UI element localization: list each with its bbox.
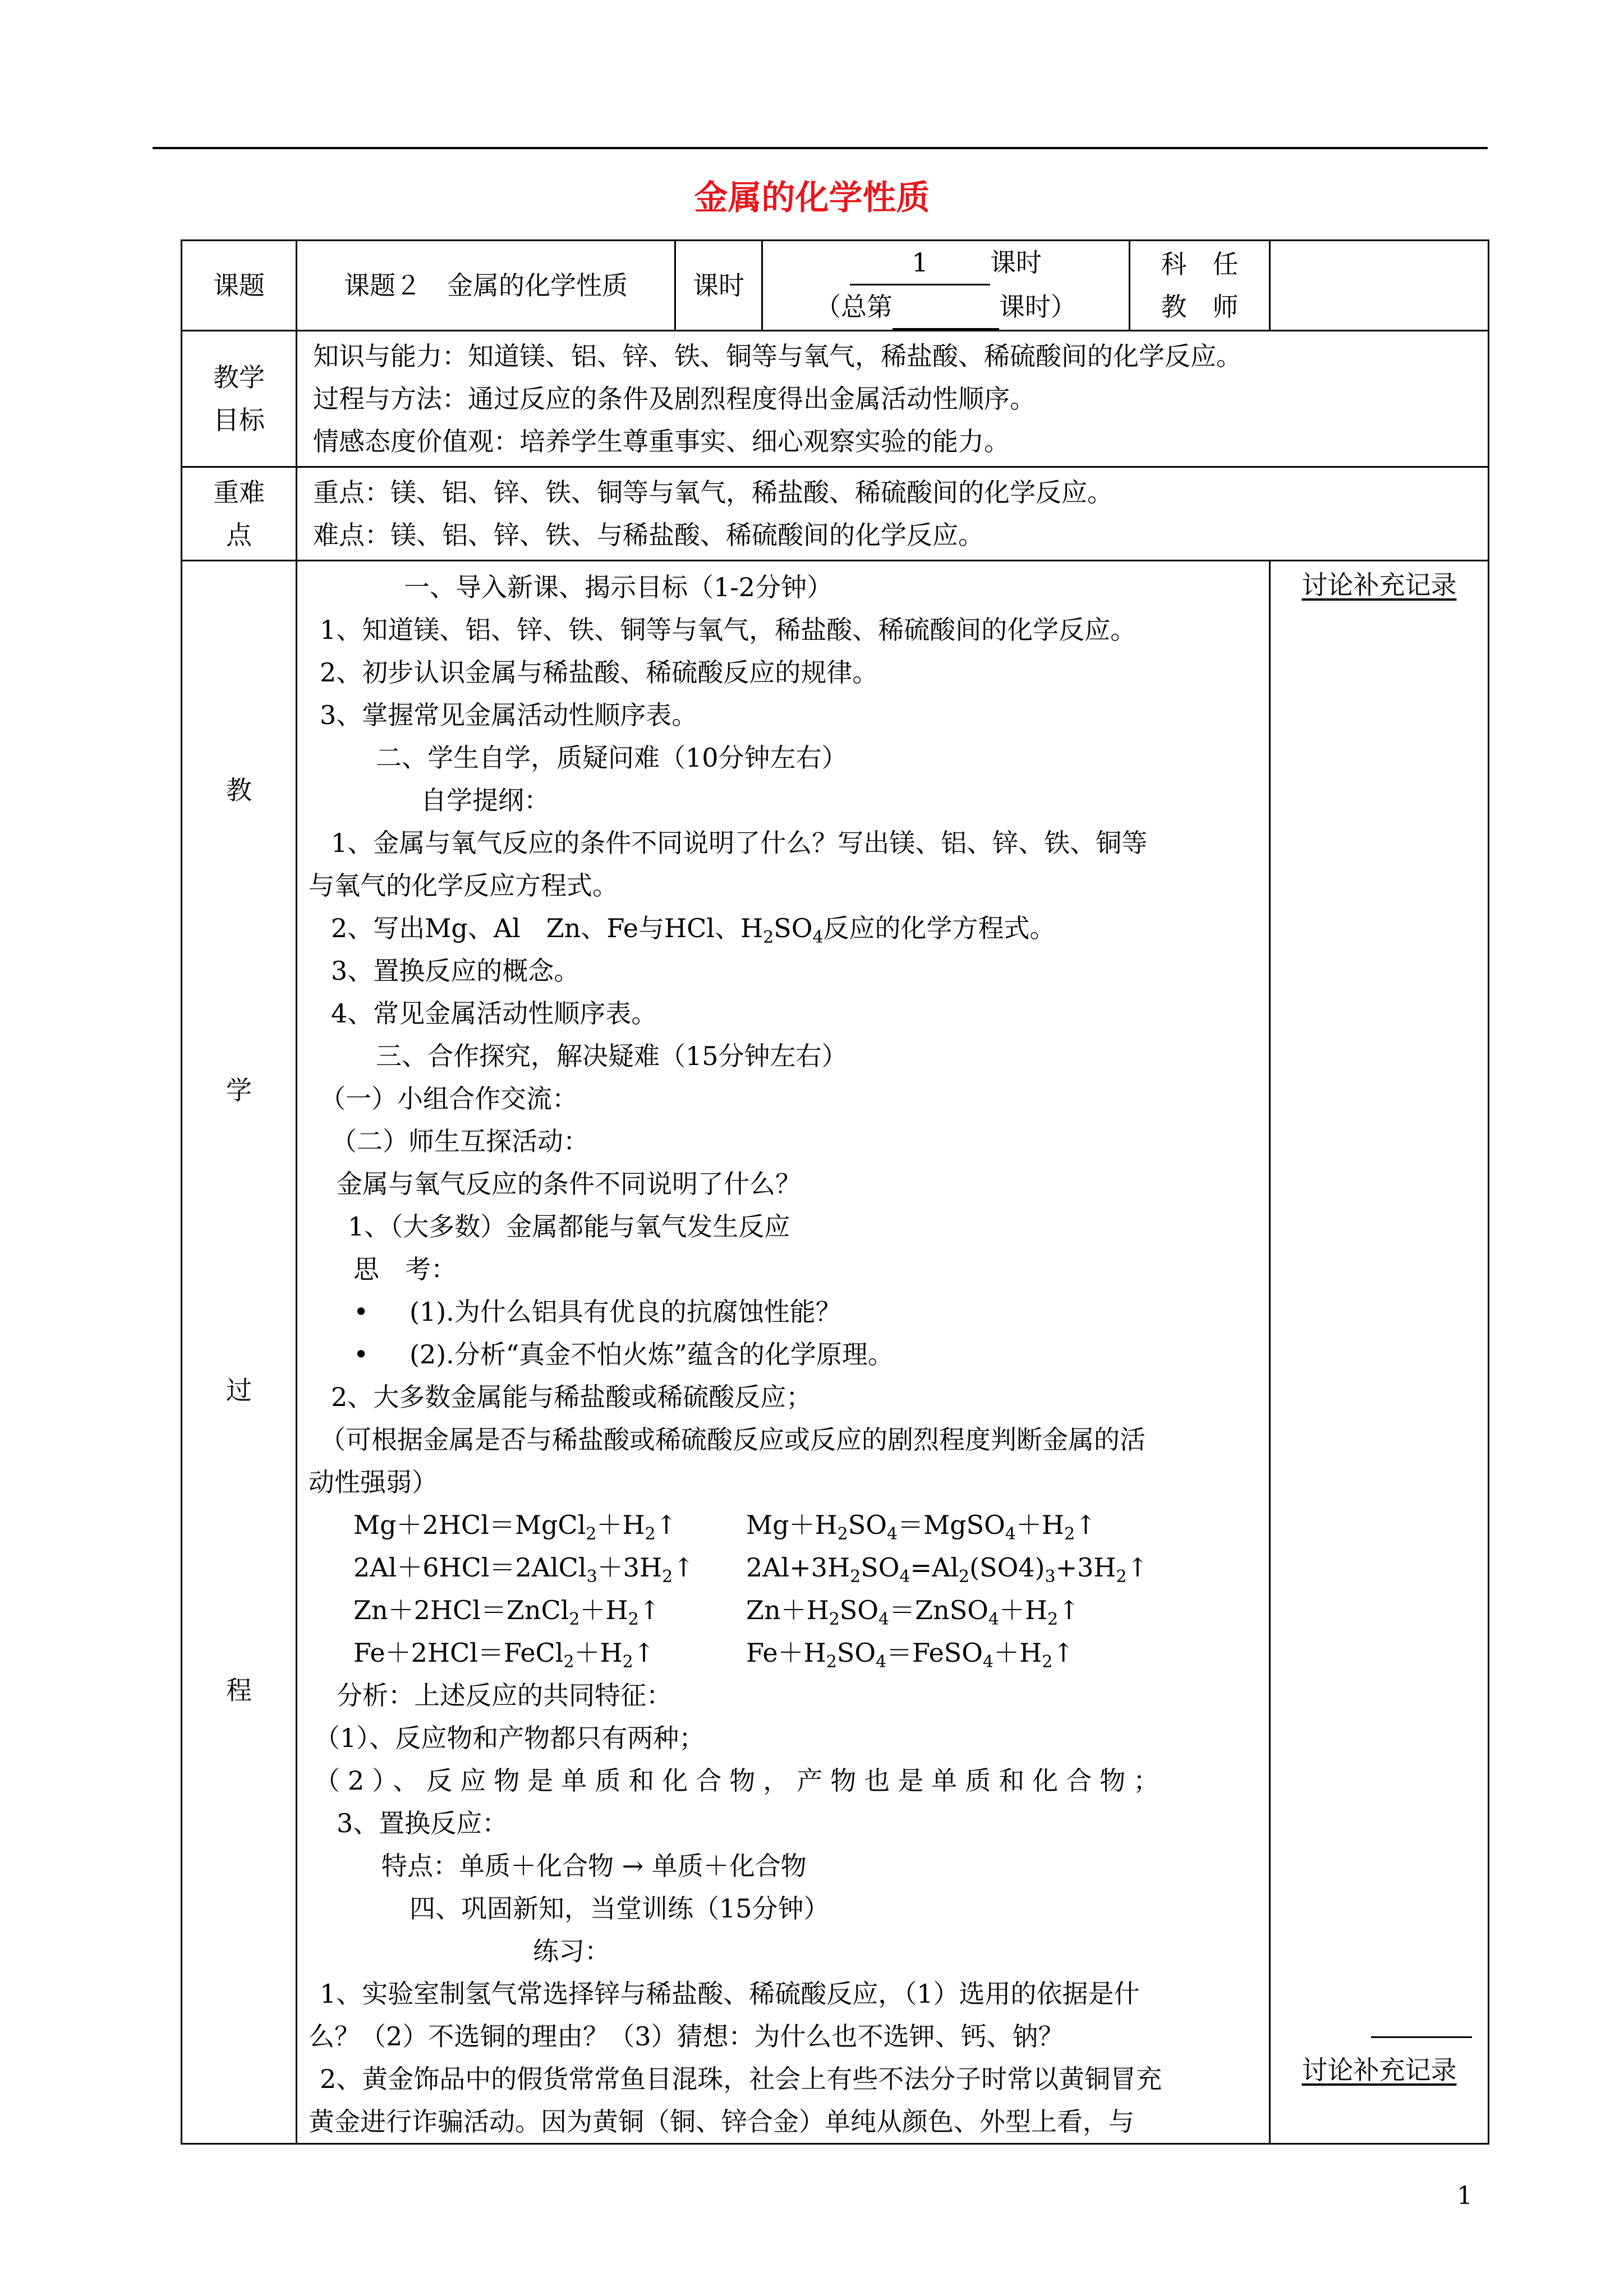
feature: 特点：单质＋化合物 → 单质＋化合物 bbox=[381, 1851, 807, 1881]
subscript: 4 bbox=[812, 928, 823, 948]
key-point: 重点：镁、铝、锌、铁、铜等与氧气，稀盐酸、稀硫酸间的化学反应。 bbox=[313, 477, 1113, 508]
topic-label: 课题 bbox=[182, 241, 297, 331]
process-label-char: 过 bbox=[226, 1375, 252, 1405]
discussion-label: 讨论补充记录 bbox=[1301, 570, 1457, 600]
think-text: (2).分析“真金不怕火炼”蕴含的化学原理。 bbox=[410, 1339, 894, 1370]
point-item: 1、（大多数）金属都能与氧气发生反应 bbox=[348, 1211, 790, 1242]
total-suffix: 课时） bbox=[999, 292, 1076, 322]
outline-text: SO bbox=[774, 913, 813, 943]
note: （可根据金属是否与稀盐酸或稀硫酸反应或反应的剧烈程度判断金属的活 bbox=[320, 1424, 1145, 1455]
point-item: 3、置换反应： bbox=[337, 1808, 508, 1838]
think-text: (1).为什么铝具有优良的抗腐蚀性能？ bbox=[410, 1297, 841, 1327]
keypoints-content bbox=[297, 467, 1489, 561]
page-number: 1 bbox=[1457, 2182, 1473, 2210]
goal-attitude: 情感态度价值观：培养学生尊重事实、细心观察实验的能力。 bbox=[313, 426, 1010, 457]
analysis-item: （2）、反应物是单质和化合物，产物也是单质和化合物； bbox=[314, 1765, 1167, 1796]
total-prefix: （总第 bbox=[815, 292, 892, 322]
topic-value: 课题２ 金属的化学性质 bbox=[297, 241, 675, 331]
process-label-char: 教 bbox=[226, 775, 252, 805]
question: 金属与氧气反应的条件不同说明了什么？ bbox=[337, 1169, 801, 1199]
outline-item: 3、置换反应的概念。 bbox=[331, 956, 580, 986]
subheading: （二）师生互探活动： bbox=[331, 1126, 589, 1156]
bullet-icon: • bbox=[353, 1297, 369, 1327]
exercise-item: 2、黄金饰品中的假货常常鱼目混珠，社会上有些不法分子时常以黄铜冒充 bbox=[320, 2064, 1162, 2094]
note-cont: 动性强弱） bbox=[309, 1467, 438, 1497]
objective-item: 3、掌握常见金属活动性顺序表。 bbox=[320, 700, 698, 730]
total-blank bbox=[892, 285, 999, 330]
subheading: 自学提纲： bbox=[421, 785, 550, 815]
outline-item: 4、常见金属活动性顺序表。 bbox=[331, 998, 657, 1029]
goals-label bbox=[182, 331, 297, 467]
difficult-point: 难点：镁、铝、锌、铁、与稀盐酸、稀硫酸间的化学反应。 bbox=[313, 520, 984, 550]
exercise-item-cont: 黄金进行诈骗活动。因为黄铜（铜、锌合金）单纯从颜色、外型上看，与 bbox=[309, 2106, 1134, 2137]
analysis-item: （1）、反应物和产物都只有两种； bbox=[314, 1723, 705, 1753]
goals-label-line2: 目标 bbox=[213, 405, 265, 435]
equation: $Zn+H_2SO_4=ZnSO_4+H_2↑$ bbox=[746, 1595, 1080, 1630]
process-content bbox=[297, 561, 1270, 2144]
outline-item bbox=[309, 907, 1261, 949]
teacher-value bbox=[1270, 241, 1489, 331]
process-label-char: 程 bbox=[226, 1675, 252, 1705]
point-item: 2、大多数金属能与稀盐酸或稀硫酸反应； bbox=[331, 1382, 812, 1412]
divider bbox=[1371, 2036, 1472, 2038]
section-heading: 二、学生自学，质疑问难（10分钟左右） bbox=[376, 743, 848, 773]
equation: $2Al+6HCl=2AlCl_3+3H_2↑$ bbox=[353, 1552, 694, 1587]
keypoints-label-line2: 点 bbox=[226, 520, 252, 550]
analysis: 分析：上述反应的共同特征： bbox=[337, 1680, 672, 1711]
goals-label-line1: 教学 bbox=[213, 362, 265, 393]
equation-row bbox=[309, 1546, 1261, 1589]
page-title: 金属的化学性质 bbox=[694, 178, 930, 218]
discussion-column bbox=[1270, 561, 1489, 2144]
section-heading: 一、导入新课、揭示目标（1-2分钟） bbox=[404, 572, 833, 602]
outline-text: 反应的化学方程式。 bbox=[823, 913, 1056, 943]
objective-item: 1、知道镁、铝、锌、铁、铜等与氧气，稀盐酸、稀硫酸间的化学反应。 bbox=[320, 615, 1137, 645]
keypoints-label-line1: 重难 bbox=[213, 477, 265, 508]
header-rule bbox=[153, 147, 1488, 149]
outline-item-cont: 与氧气的化学反应方程式。 bbox=[309, 870, 618, 901]
think-label: 思 考： bbox=[353, 1254, 457, 1284]
subscript: 2 bbox=[763, 928, 774, 948]
exercise-item-cont: 么？（2）不选铜的理由？（3）猜想：为什么也不选钾、钙、钠？ bbox=[309, 2021, 1064, 2051]
equation: $Fe+H_2SO_4=FeSO_4+H_2↑$ bbox=[746, 1638, 1074, 1672]
lesson-plan-table bbox=[181, 239, 1489, 2145]
teacher-label-line1: 科 任 bbox=[1161, 249, 1239, 279]
process-label-char: 学 bbox=[226, 1075, 252, 1105]
period-label: 课时 bbox=[675, 241, 762, 331]
equation-row bbox=[309, 1631, 1261, 1674]
outline-text: 2、写出Mg、Al Zn、Fe与HCl、H bbox=[331, 913, 763, 943]
teacher-label bbox=[1130, 241, 1270, 331]
section-heading: 三、合作探究，解决疑难（15分钟左右） bbox=[376, 1041, 848, 1071]
period-number: 1 bbox=[850, 241, 990, 285]
goal-process: 过程与方法：通过反应的条件及剧烈程度得出金属活动性顺序。 bbox=[313, 384, 1036, 414]
subheading: 练习： bbox=[533, 1936, 610, 1966]
process-label bbox=[182, 561, 297, 2144]
equation: $Fe+2HCl=FeCl_2+H_2↑$ bbox=[353, 1638, 655, 1672]
exercise-item: 1、实验室制氢气常选择锌与稀盐酸、稀硫酸反应，（1）选用的依据是什 bbox=[320, 1979, 1140, 2009]
teacher-label-line2: 教 师 bbox=[1161, 292, 1239, 322]
keypoints-label bbox=[182, 467, 297, 561]
think-item bbox=[309, 1333, 1261, 1376]
equation-row bbox=[309, 1504, 1261, 1546]
section-heading: 四、巩固新知，当堂训练（15分钟） bbox=[410, 1893, 830, 1924]
period-suffix: 课时 bbox=[990, 247, 1042, 278]
discussion-label-bottom: 讨论补充记录 bbox=[1301, 2055, 1457, 2085]
equation: $Mg+H_2SO_4=MgSO_4+H_2↑$ bbox=[746, 1510, 1097, 1545]
subheading: （一）小组合作交流： bbox=[320, 1084, 578, 1114]
equation: $2Al+3H_2SO_4=Al_2(SO4)_3+3H_2↑$ bbox=[746, 1552, 1149, 1587]
bullet-icon: • bbox=[353, 1339, 369, 1370]
goals-content bbox=[297, 331, 1489, 467]
equation-row bbox=[309, 1589, 1261, 1631]
goal-knowledge: 知识与能力：知道镁、铝、锌、铁、铜等与氧气，稀盐酸、稀硫酸间的化学反应。 bbox=[313, 341, 1242, 371]
period-value bbox=[762, 241, 1130, 331]
equation: $Zn+2HCl=ZnCl_2+H_2↑$ bbox=[353, 1595, 661, 1630]
think-item bbox=[309, 1290, 1261, 1333]
outline-item: 1、金属与氧气反应的条件不同说明了什么？写出镁、铝、锌、铁、铜等 bbox=[331, 828, 1148, 858]
equation: $Mg+2HCl=MgCl_2+H_2↑$ bbox=[353, 1510, 678, 1545]
objective-item: 2、初步认识金属与稀盐酸、稀硫酸反应的规律。 bbox=[320, 657, 878, 688]
